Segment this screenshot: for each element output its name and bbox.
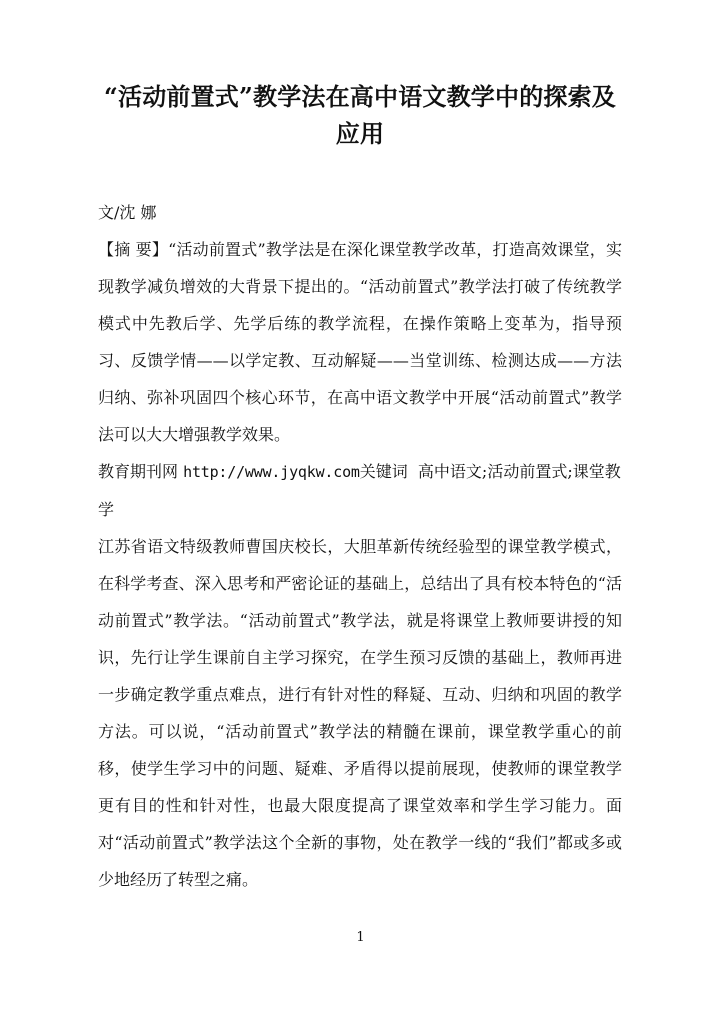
- page-title: “活动前置式”教学法在高中语文教学中的探索及应用: [103, 82, 616, 148]
- keywords-line: [98, 453, 622, 528]
- keywords-value: 高中语文;活动前置式;课堂教学: [98, 462, 621, 519]
- page-number: 1: [356, 930, 365, 945]
- abstract-paragraph: 【摘 要】“活动前置式”教学法是在深化课堂教学改革，打造高效课堂，实现教学减负增效的大背景下提出的。“活动前置式”教学法打破了传统教学模式中先教后学、先学后练的教学流程，在操作策略上变革为，指导预习、反馈学情——以学定教、互动解疑——当堂训练、检测达成——方法归纳、弥补巩固四个核心环节，在高中语文教学中开展“活动前置式”教学法可以大大增强教学效果。: [98, 240, 622, 444]
- body-paragraph: 江苏省语文特级教师曹国庆校长，大胆革新传统经验型的课堂教学模式，在科学考查、深入思考和严密论证的基础上，总结出了具有校本特色的“活动前置式”教学法。“活动前置式”教学法，就是将课堂上教师要讲授的知识，先行让学生课前自主学习探究，在学生预习反馈的基础上，教师再进一步确定教学重点难点，进行有针对性的释疑、互动、归纳和巩固的教学方法。可以说，“活动前置式”教学法的精髓在课前，课堂教学重心的前移，使学生学习中的问题、疑难、矛盾得以提前展现，使教师的课堂教学更有目的性和针对性，也最大限度提高了课堂效率和学生学习能力。面对“活动前置式”教学法这个全新的事物，处在教学一线的“我们”都或多或少地经历了转型之痛。: [98, 537, 622, 889]
- keywords-label: 关键词: [359, 462, 408, 481]
- page-content: [98, 0, 622, 898]
- source-label: 教育期刊网: [98, 462, 179, 481]
- spacer: [408, 462, 418, 481]
- source-url: http://www.jyqkw.com: [183, 463, 360, 481]
- author-byline: 文/沈 娜: [98, 203, 157, 222]
